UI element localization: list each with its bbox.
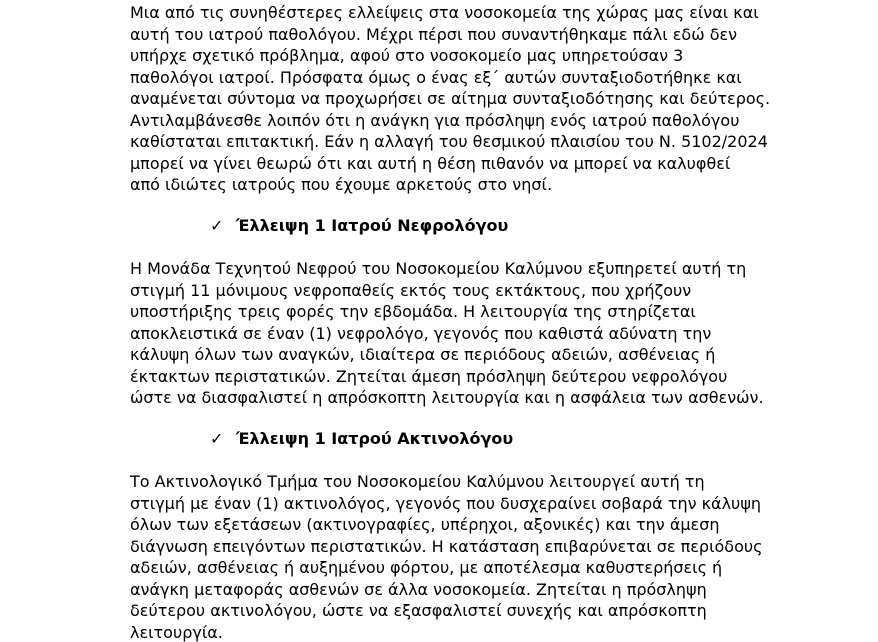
paragraph-line: Το Ακτινολογικό Τμήμα του Νοσοκομείου Καλύμνου λειτουργεί αυτή τη: [130, 472, 705, 491]
paragraph-line: παθολόγοι ιατροί. Πρόσφατα όμως ο ένας εξ΄ αυτών συνταξιοδοτήθηκε και: [130, 67, 742, 87]
paragraph-line: αναμένεται σύντομα να προχωρήσει σε αίτημα συνταξιοδότησης και δεύτερος.: [130, 89, 771, 108]
paragraph-line: από ιδιώτες ιατρούς που έχουμε αρκετούς στο νησί.: [130, 175, 553, 194]
section-heading-text: Έλλειψη 1 Ιατρού Νεφρολόγου: [236, 216, 509, 235]
section-heading-text: Έλλειψη 1 Ιατρού Ακτινολόγου: [236, 429, 514, 448]
paragraph-line: ανάγκη μεταφοράς ασθενών σε άλλα νοσοκομεία. Ζητείται η πρόσληψη: [130, 579, 707, 599]
paragraph-line: στιγμή με έναν (1) ακτινολόγος, γεγονός που δυσχεραίνει σοβαρά την κάλυψη: [130, 493, 762, 513]
paragraph-pathologist-shortage: [130, 2, 770, 196]
paragraph-line: Μια από τις συνηθέστερες ελλείψεις στα νοσοκομεία της χώρας μας είναι και: [130, 3, 759, 22]
paragraph-line: αδειών, ασθένειας ή αυξημένου φόρτου, με αποτέλεσμα καθυστερήσεις ή: [130, 558, 723, 577]
paragraph-line: έκτακτων περιστατικών. Ζητείται άμεση πρόσληψη δεύτερου νεφρολόγου: [130, 366, 728, 386]
checkmark-icon: ✓: [210, 216, 224, 235]
paragraph-nephrologist-shortage: [130, 258, 770, 409]
paragraph-line: δεύτερου ακτινολόγου, ώστε να εξασφαλιστεί συνεχής και απρόσκοπτη: [130, 601, 707, 620]
paragraph-line: μπορεί να γίνει θεωρώ ότι και αυτή η θέση πιθανόν να μπορεί να καλυφθεί: [130, 153, 731, 173]
paragraph-radiologist-shortage: [130, 471, 770, 642]
paragraph-line: κάλυψη όλων των αναγκών, ιδιαίτερα σε περιόδους αδειών, ασθένειας ή: [130, 345, 716, 364]
section-heading-radiologist: [210, 428, 513, 450]
section-heading-nephrologist: [210, 215, 508, 237]
paragraph-line: Η Μονάδα Τεχνητού Νεφρού του Νοσοκομείου Καλύμνου εξυπηρετεί αυτή τη: [130, 259, 747, 278]
paragraph-line: ώστε να διασφαλιστεί η απρόσκοπτη λειτουργία και η ασφάλεια των ασθενών.: [130, 388, 764, 407]
paragraph-line: στιγμή 11 μόνιμους νεφροπαθείς εκτός τους εκτάκτους, που χρήζουν: [130, 280, 692, 300]
paragraph-line: καθίσταται επιτακτική. Εάν η αλλαγή του θεσμικού πλαισίου του Ν. 5102/2024: [130, 132, 768, 151]
paragraph-line: αποκλειστικά σε έναν (1) νεφρολόγο, γεγονός που καθιστά αδύνατη την: [130, 323, 712, 343]
paragraph-line: Αντιλαμβάνεσθε λοιπόν ότι η ανάγκη για πρόσληψη ενός ιατρού παθολόγου: [130, 110, 740, 130]
paragraph-line: διάγνωση επειγόντων περιστατικών. Η κατάσταση επιβαρύνεται σε περιόδους: [130, 536, 763, 556]
paragraph-line: αυτή του ιατρού παθολόγου. Μέχρι πέρσι που συναντήθηκαμε πάλι εδώ δεν: [130, 24, 738, 44]
checkmark-icon: ✓: [210, 429, 224, 448]
paragraph-line: υπήρχε σχετικό πρόβλημα, αφού στο νοσοκομείο μας υπηρετούσαν 3: [130, 46, 684, 65]
paragraph-line: όλων των εξετάσεων (ακτινογραφίες, υπέρηχοι, αξονικές) και την άμεση: [130, 515, 720, 534]
paragraph-line: υποστήριξης τρεις φορές την εβδομάδα. Η λειτουργία της στηρίζεται: [130, 302, 696, 321]
paragraph-line: λειτουργία.: [130, 622, 223, 642]
